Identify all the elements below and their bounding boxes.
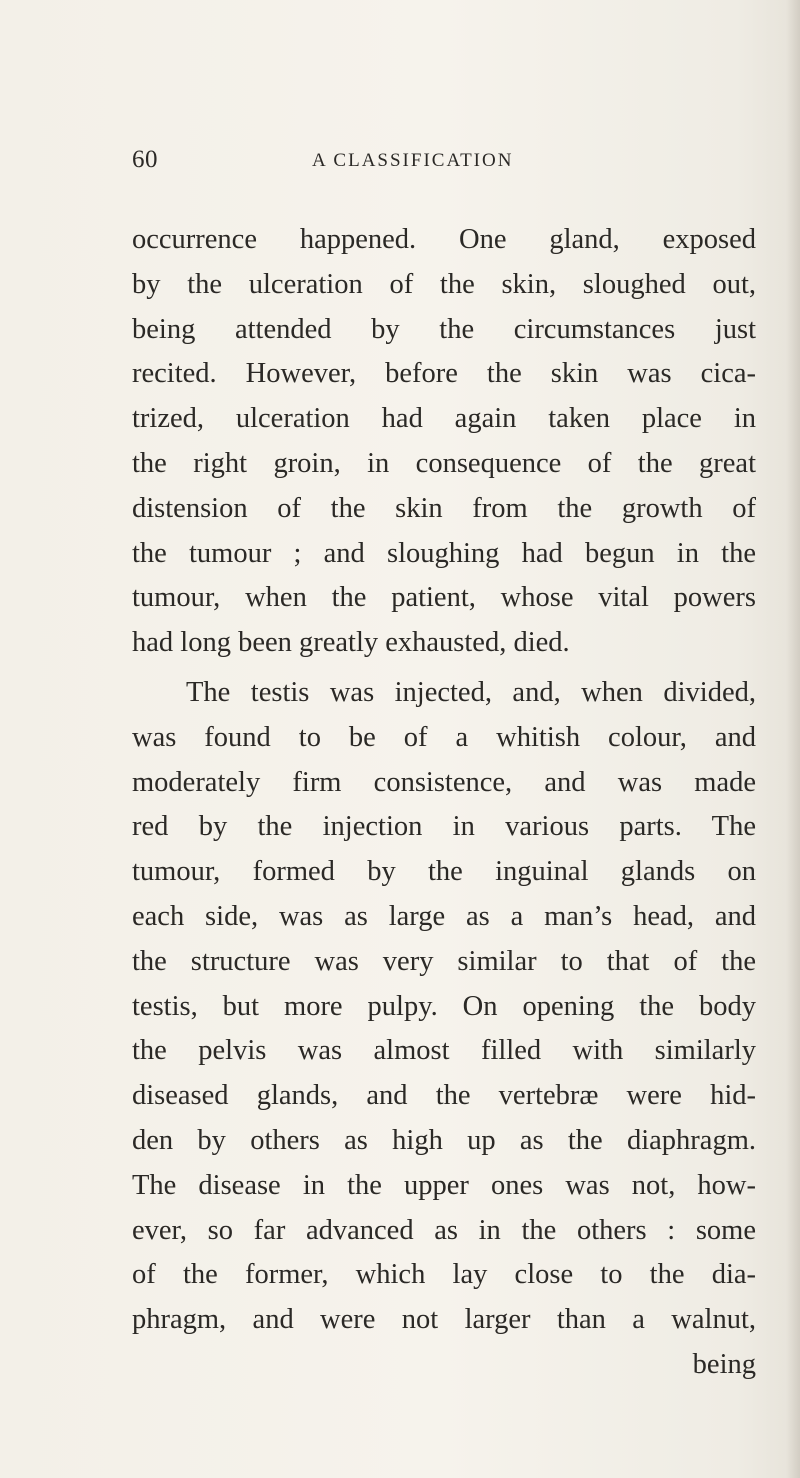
text-line: the tumour ; and sloughing had begun in the	[132, 537, 756, 569]
text-line: distension of the skin from the growth of	[132, 492, 756, 524]
page-number: 60	[132, 146, 158, 173]
catchword: being	[692, 1348, 756, 1380]
text-line: each side, was as large as a man’s head, and	[132, 900, 756, 932]
text-line: The testis was injected, and, when divided,	[186, 677, 756, 708]
paragraph-1	[132, 218, 756, 666]
text-line: tumour, when the patient, whose vital powers	[132, 582, 756, 614]
text-line: phragm, and were not larger than a walnut,	[132, 1304, 756, 1336]
text-line: recited. However, before the skin was cica-	[132, 358, 756, 390]
page-edge-shadow	[786, 0, 800, 1478]
text-line: trized, ulceration had again taken place in	[132, 403, 756, 435]
text-line: den by others as high up as the diaphragm.	[132, 1124, 756, 1156]
text-line: being attended by the circumstances just	[132, 313, 756, 345]
text-line: moderately firm consistence, and was made	[132, 766, 756, 798]
text-line: ever, so far advanced as in the others : some	[132, 1214, 756, 1246]
paragraph-2	[132, 671, 756, 1388]
text-line: red by the injection in various parts. The	[132, 811, 756, 843]
text-line: by the ulceration of the skin, sloughed out,	[132, 268, 756, 300]
running-head: A CLASSIFICATION	[312, 150, 514, 171]
text-line: of the former, which lay close to the dia-	[132, 1259, 756, 1291]
text-line: had long been greatly exhausted, died.	[132, 627, 570, 659]
text-line: occurrence happened. One gland, exposed	[132, 224, 756, 255]
text-line: The disease in the upper ones was not, how-	[132, 1169, 756, 1201]
text-line: was found to be of a whitish colour, and	[132, 721, 756, 753]
text-line: diseased glands, and the vertebræ were hid-	[132, 1080, 756, 1112]
page-header	[132, 146, 752, 186]
text-line: tumour, formed by the inguinal glands on	[132, 856, 756, 888]
text-line: the right groin, in consequence of the great	[132, 447, 756, 479]
text-line: testis, but more pulpy. On opening the body	[132, 990, 756, 1022]
text-line: the pelvis was almost filled with similarly	[132, 1035, 756, 1067]
text-line: the structure was very similar to that of the	[132, 945, 756, 977]
